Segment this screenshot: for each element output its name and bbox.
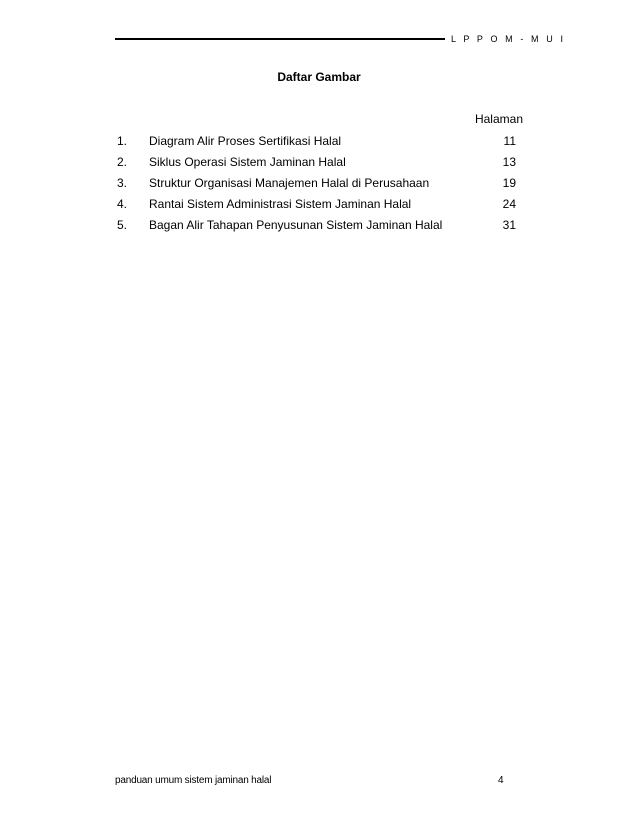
figure-page-number: 31 (502, 218, 516, 232)
figure-list-item (115, 175, 523, 196)
footer-document-title: panduan umum sistem jaminan halal (115, 775, 272, 786)
figure-title: Bagan Alir Tahapan Penyusunan Sistem Jaminan Halal (149, 218, 443, 232)
figure-list-item (115, 196, 523, 217)
figure-title: Struktur Organisasi Manajemen Halal di Perusahaan (149, 176, 430, 190)
page-column-header: Halaman (474, 112, 523, 126)
figure-number: 4. (117, 197, 128, 211)
figure-title: Siklus Operasi Sistem Jaminan Halal (149, 155, 346, 169)
footer-page-number: 4 (498, 775, 504, 786)
figure-number: 5. (117, 218, 128, 232)
figure-page-number: 13 (502, 155, 516, 169)
header-rule (115, 38, 445, 40)
figure-list-item (115, 154, 523, 175)
figure-page-number: 11 (503, 134, 516, 148)
figure-title: Rantai Sistem Administrasi Sistem Jaminan Halal (149, 197, 412, 211)
figure-list (115, 133, 523, 238)
header-org-name: L P P O M - M U I (451, 34, 566, 44)
figure-list-item (115, 133, 523, 154)
figure-number: 3. (117, 176, 128, 190)
figure-list-item (115, 217, 523, 238)
figure-page-number: 19 (502, 176, 516, 190)
page-title: Daftar Gambar (277, 70, 361, 84)
figure-number: 2. (117, 155, 128, 169)
figure-page-number: 24 (502, 197, 516, 211)
figure-title: Diagram Alir Proses Sertifikasi Halal (149, 134, 342, 148)
figure-number: 1. (117, 134, 128, 148)
